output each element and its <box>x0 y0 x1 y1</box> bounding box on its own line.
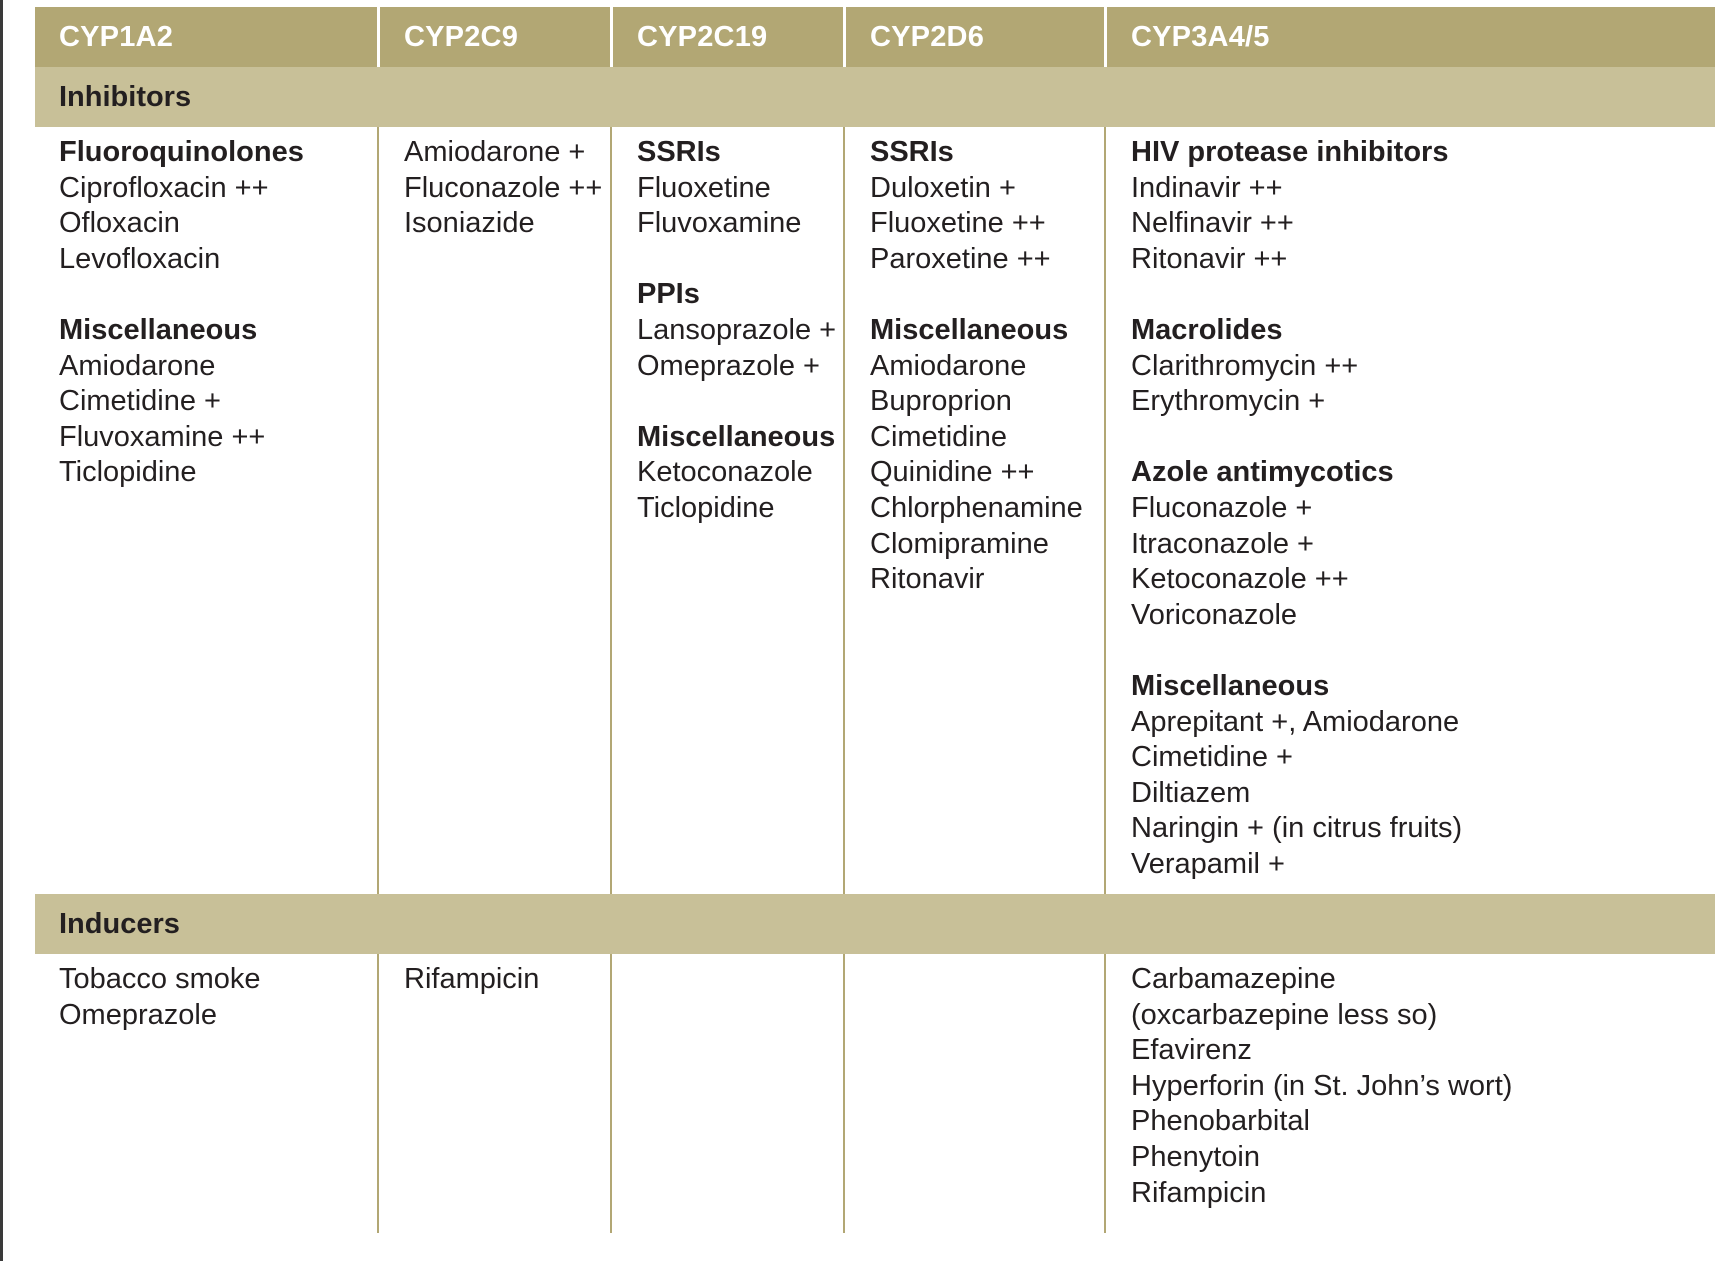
drug-item: Paroxetine ++ <box>870 242 1051 275</box>
inducers-section-label: Inducers <box>59 908 180 940</box>
inhibitors-cyp2c9-cell <box>380 135 610 242</box>
drug-item: Buproprion <box>870 385 1012 418</box>
group-title: Macrolides <box>1131 313 1283 346</box>
column-header-cyp2c9: CYP2C9 <box>404 21 519 53</box>
column-divider <box>1104 954 1106 1233</box>
drug-group <box>1131 455 1715 633</box>
column-header-cyp3a4-5: CYP3A4/5 <box>1131 21 1270 53</box>
column-divider <box>377 954 379 1233</box>
drug-item: Diltiazem <box>1131 776 1251 809</box>
group-title: Miscellaneous <box>59 313 258 346</box>
drug-group <box>1131 313 1715 420</box>
inducers-section-bar <box>35 894 1715 954</box>
drug-item: Cimetidine <box>870 420 1007 453</box>
inhibitors-section-bar <box>35 67 1715 127</box>
drug-item: Fluvoxamine ++ <box>59 420 266 453</box>
drug-item: Ritonavir <box>870 563 985 596</box>
drug-item: Nelfinavir ++ <box>1131 207 1294 240</box>
inhibitors-cyp2c19-cell <box>613 135 843 527</box>
drug-item: Phenobarbital <box>1131 1105 1310 1138</box>
drug-item: Levofloxacin <box>59 242 221 275</box>
group-title: Miscellaneous <box>870 313 1069 346</box>
group-title: HIV protease inhibitors <box>1131 136 1449 168</box>
drug-group <box>1131 669 1715 883</box>
drug-item: Chlorphenamine <box>870 491 1083 524</box>
group-title: PPIs <box>637 278 700 311</box>
drug-item: Phenytoin <box>1131 1140 1260 1173</box>
cyp-interaction-table <box>35 7 1715 1233</box>
drug-item: Fluoxetine ++ <box>870 207 1046 240</box>
drug-item: Ketoconazole <box>637 456 813 489</box>
inhibitors-cyp3a4-5-cell <box>1107 135 1715 882</box>
drug-item: Omeprazole <box>59 998 217 1031</box>
column-divider <box>610 127 612 894</box>
drug-item: Fluoxetine <box>637 171 771 204</box>
column-header-cyp2c19: CYP2C19 <box>637 21 768 53</box>
drug-item: Fluconazole ++ <box>404 171 603 204</box>
column-divider <box>843 127 845 894</box>
drug-group <box>870 313 1104 598</box>
drug-item: Hyperforin (in St. John’s wort) <box>1131 1069 1513 1102</box>
drug-item: Carbamazepine <box>1131 963 1336 995</box>
drug-item: Ticlopidine <box>637 491 775 524</box>
drug-item: Naringin + (in citrus fruits) <box>1131 812 1463 845</box>
column-divider <box>377 127 379 894</box>
drug-item: Voriconazole <box>1131 598 1298 631</box>
drug-item: Clarithromycin ++ <box>1131 349 1359 382</box>
group-title: SSRIs <box>870 136 954 168</box>
drug-item: Ciprofloxacin ++ <box>59 171 269 204</box>
drug-item: Rifampicin <box>1131 1176 1267 1209</box>
page-left-border <box>0 0 3 1261</box>
column-divider <box>610 954 612 1233</box>
drug-group <box>637 135 843 242</box>
drug-item: Fluconazole + <box>1131 491 1313 524</box>
inhibitors-cyp1a2-cell <box>35 135 377 491</box>
drug-item: Omeprazole + <box>637 349 820 382</box>
drug-item: Quinidine ++ <box>870 456 1035 489</box>
drug-item: Cimetidine + <box>59 385 221 418</box>
group-title: Miscellaneous <box>637 420 836 453</box>
drug-item: Ritonavir ++ <box>1131 242 1288 275</box>
drug-item: Cimetidine + <box>1131 741 1293 774</box>
drug-group <box>637 420 843 527</box>
drug-item: Ticlopidine <box>59 456 197 489</box>
drug-item: Rifampicin <box>404 963 540 995</box>
inducers-cyp1a2-cell <box>35 962 377 1033</box>
column-header-cyp1a2: CYP1A2 <box>59 21 174 53</box>
inhibitors-cyp2d6-cell <box>846 135 1104 598</box>
inhibitors-section-label: Inhibitors <box>59 81 192 113</box>
drug-group <box>59 313 377 491</box>
inducers-cyp3a4-5-cell <box>1107 962 1715 1211</box>
drug-item: Erythromycin + <box>1131 385 1326 418</box>
drug-item: (oxcarbazepine less so) <box>1131 998 1438 1031</box>
drug-item: Lansoprazole + <box>637 313 837 346</box>
drug-item: Isoniazide <box>404 207 535 240</box>
drug-item: Efavirenz <box>1131 1034 1252 1067</box>
column-divider <box>1104 127 1106 894</box>
drug-item: Ofloxacin <box>59 207 180 240</box>
group-title: Fluoroquinolones <box>59 136 304 168</box>
inducers-cyp2c9-cell <box>380 962 610 998</box>
drug-group <box>637 277 843 384</box>
drug-group <box>404 135 610 242</box>
group-title: Miscellaneous <box>1131 669 1330 702</box>
drug-item: Indinavir ++ <box>1131 171 1283 204</box>
drug-item: Amiodarone <box>870 349 1027 382</box>
drug-group <box>1131 135 1715 277</box>
column-divider <box>843 954 845 1233</box>
column-header-cyp2d6: CYP2D6 <box>870 21 985 53</box>
drug-item: Duloxetin + <box>870 171 1016 204</box>
drug-item: Fluvoxamine <box>637 207 802 240</box>
group-title: SSRIs <box>637 136 721 168</box>
drug-item: Itraconazole + <box>1131 527 1314 560</box>
drug-item: Aprepitant +, Amiodarone <box>1131 705 1460 738</box>
group-title: Azole antimycotics <box>1131 456 1394 489</box>
drug-item: Tobacco smoke <box>59 963 261 995</box>
drug-item: Verapamil + <box>1131 847 1285 880</box>
drug-group <box>59 135 377 277</box>
drug-group <box>870 135 1104 277</box>
drug-item: Amiodarone + <box>404 136 586 168</box>
drug-item: Amiodarone <box>59 349 216 382</box>
drug-item: Clomipramine <box>870 527 1049 560</box>
header-row <box>35 7 1715 67</box>
drug-item: Ketoconazole ++ <box>1131 563 1349 596</box>
